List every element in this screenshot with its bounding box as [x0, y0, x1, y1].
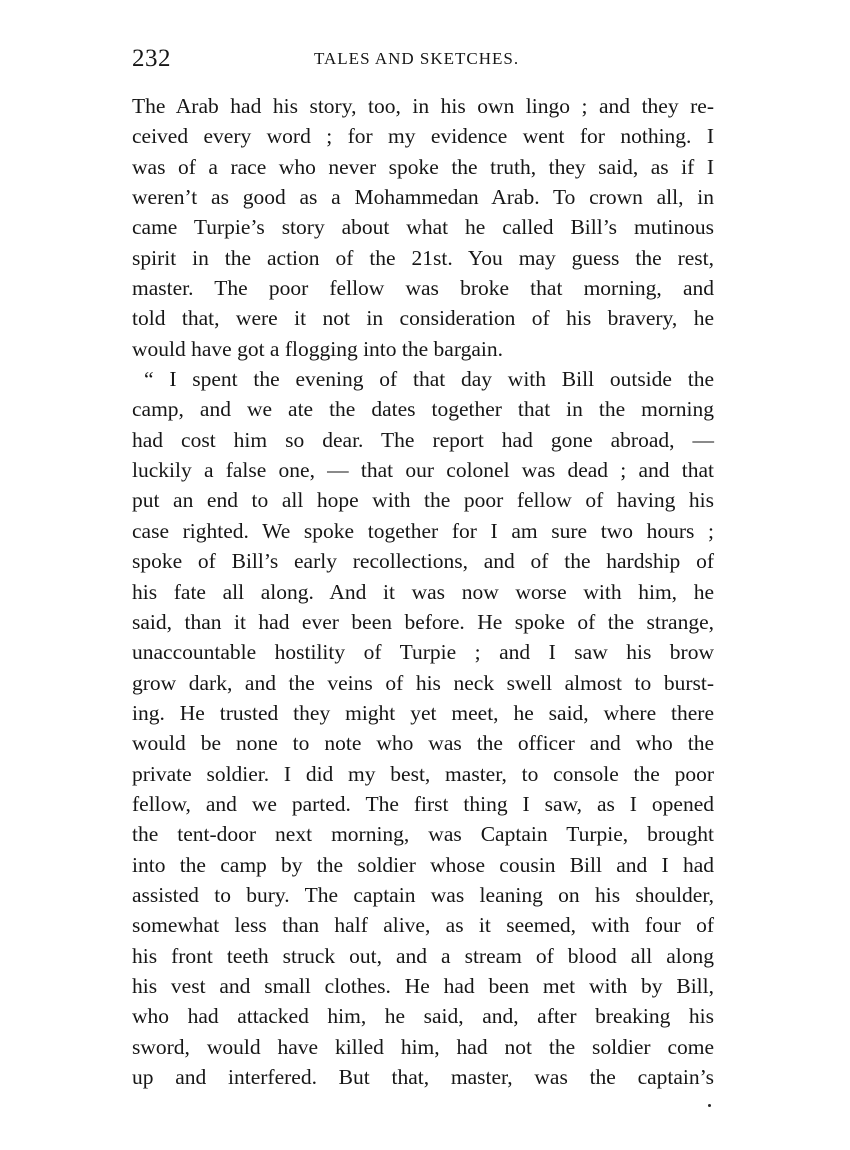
- text-line: said, than it had ever been before. He spoke of the strange,: [132, 609, 714, 634]
- text-line: fellow, and we parted. The first thing I saw, as I opened: [132, 791, 714, 816]
- page-number: 232: [132, 45, 171, 72]
- text-line: spirit in the action of the 21st. You may guess the rest,: [132, 245, 714, 270]
- book-title: TALES AND SKETCHES.: [314, 49, 520, 68]
- body-text: [132, 91, 714, 1092]
- text-line: The Arab had his story, too, in his own lingo ; and they re-: [132, 94, 714, 118]
- text-line: weren’t as good as a Mohammedan Arab. To crown all, in: [132, 185, 714, 210]
- text-line: into the camp by the soldier whose cousin Bill and I had: [132, 852, 714, 877]
- text-line: ceived every word ; for my evidence went for nothing. I: [132, 124, 714, 149]
- text-line: grow dark, and the veins of his neck swell almost to burst-: [132, 670, 714, 695]
- paragraph-start-line: “ I spent the evening of that day with Bill outside the: [144, 367, 714, 392]
- text-line: was of a race who never spoke the truth, they said, as if I: [132, 154, 714, 179]
- text-line: his vest and small clothes. He had been met with by Bill,: [132, 973, 714, 998]
- text-line: assisted to bury. The captain was leaning on his shoulder,: [132, 882, 714, 907]
- paragraph-end-line: would have got a flogging into the bargain.: [132, 336, 504, 361]
- text-line: somewhat less than half alive, as it seemed, with four of: [132, 913, 714, 938]
- text-line: the tent-door next morning, was Captain Turpie, brought: [132, 822, 714, 847]
- text-line: came Turpie’s story about what he called Bill’s mutinous: [132, 215, 714, 240]
- text-line: put an end to all hope with the poor fellow of having his: [132, 488, 714, 513]
- text-line: spoke of Bill’s early recollections, and of the hardship of: [132, 549, 714, 574]
- text-line: up and interfered. But that, master, was the captain’s: [132, 1065, 714, 1089]
- text-line: ing. He trusted they might yet meet, he said, where there: [132, 700, 714, 725]
- text-line: who had attacked him, he said, and, after breaking his: [132, 1004, 714, 1029]
- text-line: master. The poor fellow was broke that morning, and: [132, 276, 714, 301]
- text-line: his front teeth struck out, and a stream of blood all along: [132, 943, 714, 968]
- text-line: private soldier. I did my best, master, to console the poor: [132, 761, 714, 786]
- print-speck: [708, 1104, 711, 1107]
- running-head: [132, 44, 720, 74]
- text-line: would be none to note who was the officer and who the: [132, 731, 714, 756]
- text-line: case righted. We spoke together for I am sure two hours ;: [132, 518, 714, 543]
- text-line: his fate all along. And it was now worse with him, he: [132, 579, 714, 604]
- text-line: sword, would have killed him, had not the soldier come: [132, 1034, 714, 1059]
- text-line: had cost him so dear. The report had gone abroad, —: [132, 427, 714, 452]
- text-line: luckily a false one, — that our colonel was dead ; and that: [132, 458, 714, 483]
- text-line: told that, were it not in consideration of his bravery, he: [132, 306, 714, 331]
- text-line: unaccountable hostility of Turpie ; and I saw his brow: [132, 640, 714, 665]
- text-line: camp, and we ate the dates together that in the morning: [132, 397, 714, 422]
